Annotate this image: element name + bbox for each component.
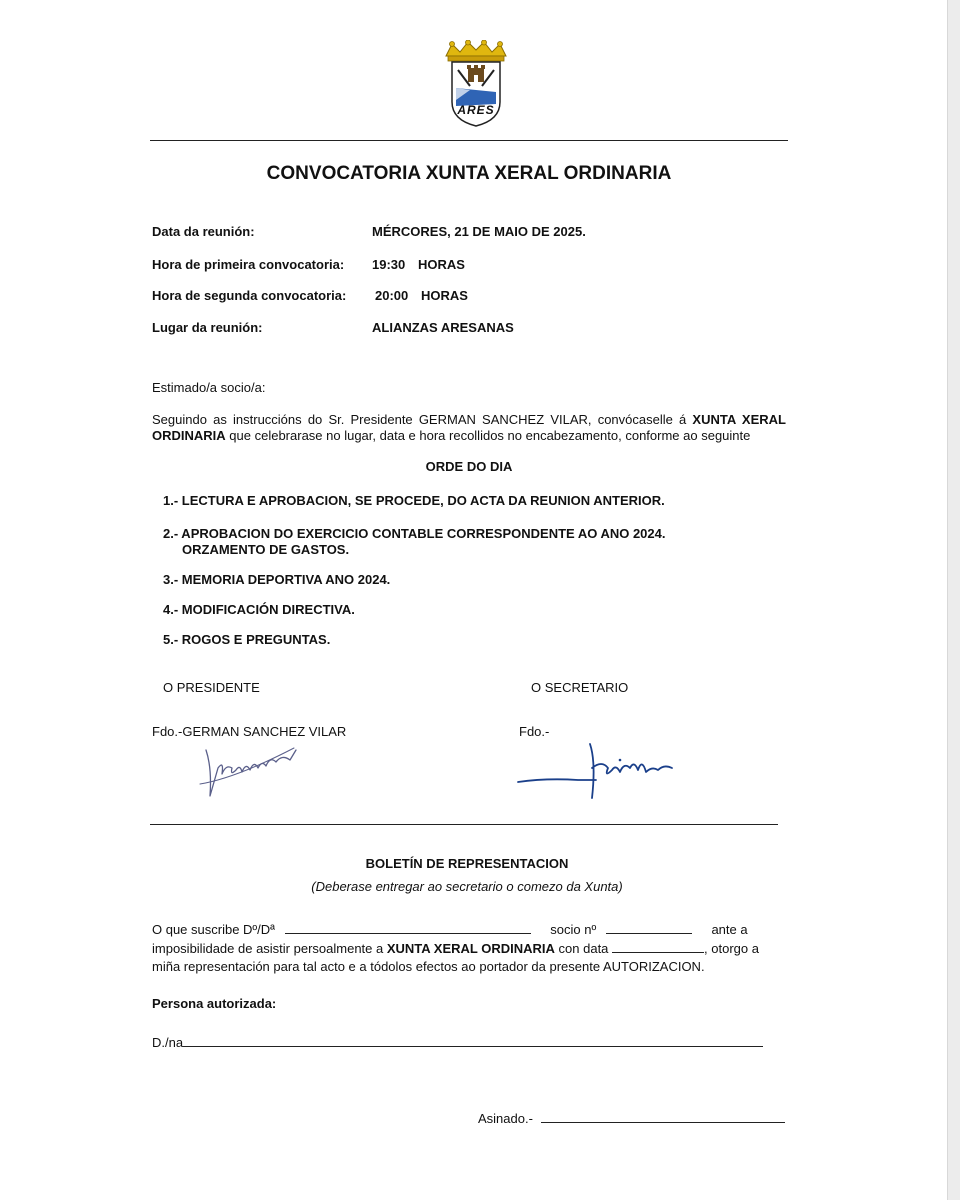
bulletin-title: BOLETÍN DE REPRESENTACION bbox=[365, 856, 569, 871]
president-signature bbox=[196, 738, 306, 804]
first-call-label: Hora de primeira convocatoria: bbox=[152, 257, 345, 272]
president-fdo: Fdo.-GERMAN SANCHEZ VILAR bbox=[152, 724, 347, 739]
agenda-heading: ORDE DO DIA bbox=[425, 459, 513, 474]
agenda-item-2-continuation: ORZAMENTO DE GASTOS. bbox=[182, 542, 350, 557]
signed-row bbox=[478, 1110, 788, 1126]
agenda-item-2: 2.- APROBACION DO EXERCICIO CONTABLE CORRESPONDENTE AO ANO 2024. bbox=[163, 526, 666, 541]
authorized-name-field[interactable] bbox=[183, 1034, 763, 1047]
agenda-item-4: 4.- MODIFICACIÓN DIRECTIVA. bbox=[163, 602, 355, 617]
second-call-label: Hora de segunda convocatoria: bbox=[152, 288, 347, 303]
section-separator bbox=[150, 824, 778, 825]
place-label: Lugar da reunión: bbox=[152, 320, 263, 335]
document-title: CONVOCATORIA XUNTA XERAL ORDINARIA bbox=[266, 163, 672, 184]
date-field-label: con data bbox=[558, 941, 609, 956]
secretary-title: O SECRETARIO bbox=[531, 680, 629, 695]
intro-text-2: que celebrarase no lugar, data e hora recollidos no encabezamento, conforme ao seguinte bbox=[229, 428, 751, 443]
header-rule bbox=[150, 140, 788, 141]
agenda-item-3: 3.- MEMORIA DEPORTIVA ANO 2024. bbox=[163, 572, 391, 587]
bulletin-line-2-end: , otorgo a bbox=[704, 941, 759, 956]
member-name-label: O que suscribe Dº/Dª bbox=[152, 922, 275, 937]
place-value: ALIANZAS ARESANAS bbox=[372, 320, 514, 335]
greeting: Estimado/a socio/a: bbox=[152, 380, 266, 395]
member-number-field[interactable] bbox=[606, 921, 692, 934]
bulletin-assembly-name: XUNTA XERAL ORDINARIA bbox=[386, 941, 555, 956]
intro-text-1: Seguindo as instruccións do Sr. Presidente GERMAN SANCHEZ VILAR, convócaselle á bbox=[152, 412, 687, 427]
second-call-time: 20:00 bbox=[375, 288, 409, 303]
bulletin-line-1-end: ante a bbox=[711, 922, 748, 937]
member-number-label: socio nº bbox=[550, 922, 597, 937]
first-call-unit: HORAS bbox=[418, 257, 465, 272]
signed-label: Asinado.- bbox=[478, 1111, 533, 1126]
agenda-item-5: 5.- ROGOS E PREGUNTAS. bbox=[163, 632, 331, 647]
president-title: O PRESIDENTE bbox=[163, 680, 260, 695]
signature-field[interactable] bbox=[541, 1110, 785, 1123]
secretary-fdo: Fdo.- bbox=[519, 724, 550, 739]
authorized-person-label: Persona autorizada: bbox=[152, 996, 277, 1011]
bulletin-line-2 bbox=[152, 940, 792, 956]
bulletin-line-3: miña representación para tal acto e a tódolos efectos ao portador da presente AUTORIZACION. bbox=[152, 959, 705, 974]
intro-line-2 bbox=[152, 428, 792, 443]
member-name-field[interactable] bbox=[285, 921, 531, 934]
authorized-name-row bbox=[152, 1034, 772, 1050]
intro-bold-2: ORDINARIA bbox=[152, 428, 226, 443]
bulletin-subtitle: (Deberase entregar ao secretario o comezo da Xunta) bbox=[311, 879, 623, 894]
bulletin-line-2-start: imposibilidade de asistir persoalmente a bbox=[152, 941, 384, 956]
intro-line-1 bbox=[152, 412, 786, 427]
first-call-time: 19:30 bbox=[372, 257, 406, 272]
representation-date-field[interactable] bbox=[612, 940, 704, 953]
second-call-unit: HORAS bbox=[421, 288, 468, 303]
intro-bold-1: XUNTA XERAL bbox=[692, 412, 786, 427]
crest-text: ARES bbox=[457, 103, 495, 117]
date-value: MÉRCORES, 21 DE MAIO DE 2025. bbox=[372, 224, 586, 239]
page-edge bbox=[947, 0, 960, 1200]
date-label: Data da reunión: bbox=[152, 224, 255, 239]
secretary-signature bbox=[516, 738, 686, 804]
bulletin-line-1 bbox=[152, 921, 786, 937]
authorized-name-label: D./na bbox=[152, 1035, 184, 1050]
agenda-item-1: 1.- LECTURA E APROBACION, SE PROCEDE, DO ACTA DA REUNION ANTERIOR. bbox=[163, 493, 665, 508]
